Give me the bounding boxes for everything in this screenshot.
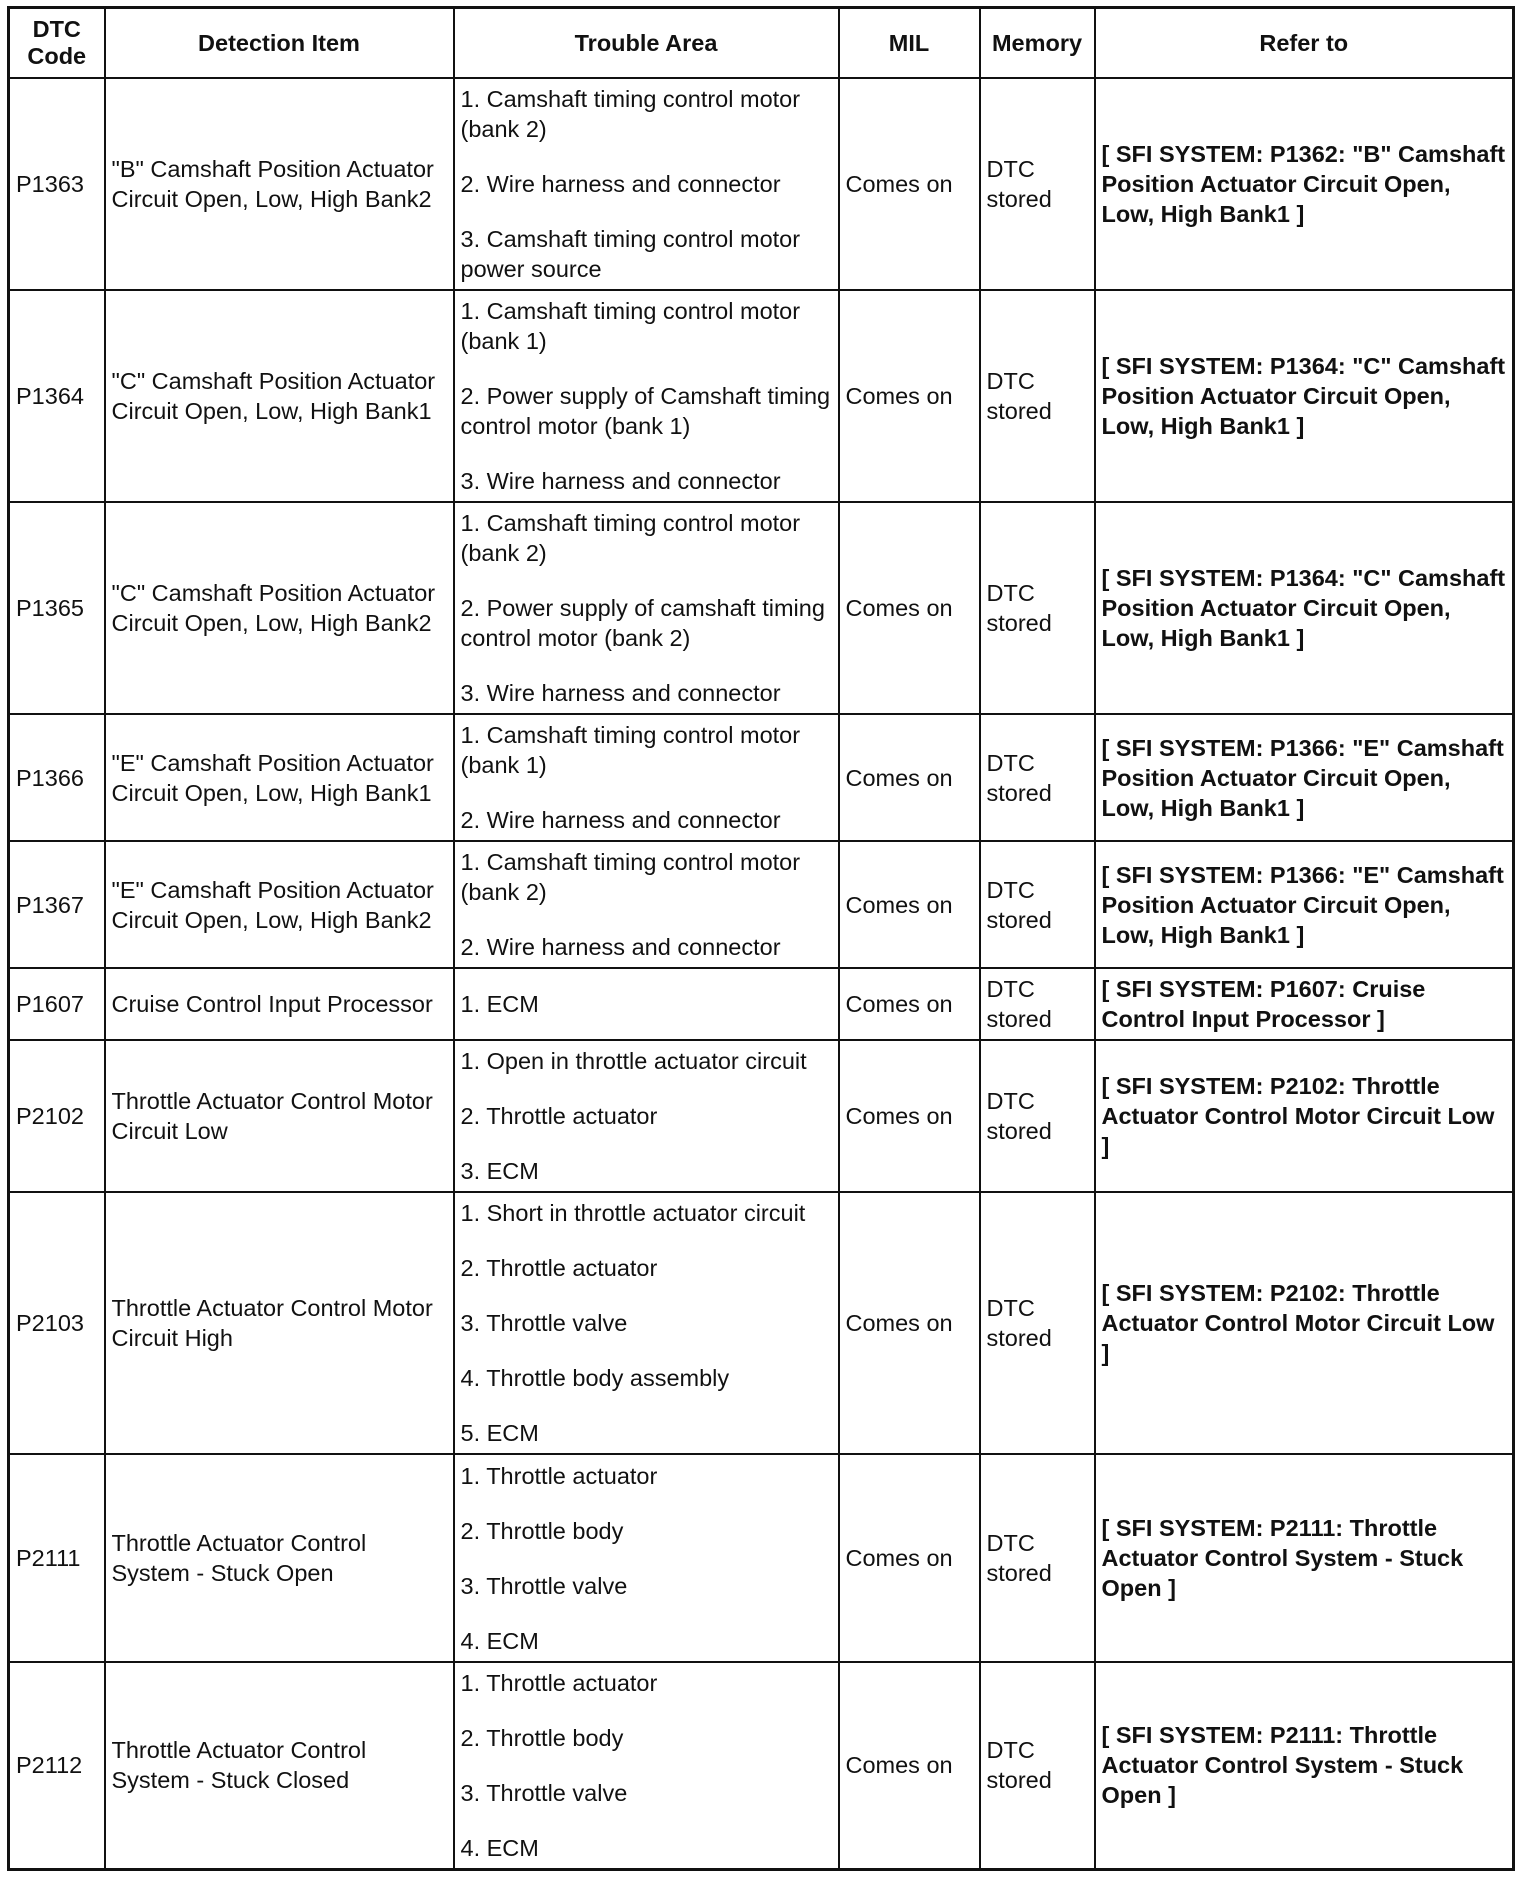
table-header-row (9, 8, 1514, 79)
detection-item-cell: Throttle Actuator Control Motor Circuit High (105, 1192, 454, 1454)
refer-to-cell: [ SFI SYSTEM: P1362: "B" Camshaft Position Actuator Circuit Open, Low, High Bank1 ] (1095, 78, 1514, 290)
trouble-area-item: 3. Camshaft timing control motor power source (460, 226, 801, 282)
dtc-code-cell: P1363 (9, 78, 105, 290)
dtc-code-cell: P2102 (9, 1040, 105, 1192)
trouble-area-item: 2. Wire harness and connector (460, 171, 781, 197)
trouble-area-cell (454, 1454, 839, 1662)
trouble-area-item: 1. Throttle actuator (460, 1669, 658, 1696)
mil-cell: Comes on (839, 968, 980, 1040)
trouble-area-item: 1. Open in throttle actuator circuit (460, 1048, 807, 1074)
detection-item-cell: Throttle Actuator Control System - Stuck Open (105, 1454, 454, 1662)
dtc-code-cell: P2103 (9, 1192, 105, 1454)
mil-cell: Comes on (839, 1040, 980, 1192)
trouble-area-item: 3. Wire harness and connector (460, 680, 781, 706)
detection-item-cell: Throttle Actuator Control Motor Circuit Low (105, 1040, 454, 1192)
trouble-area-item: 1. Short in throttle actuator circuit (460, 1200, 806, 1226)
table-row (9, 290, 1514, 502)
detection-item-cell: "C" Camshaft Position Actuator Circuit Open, Low, High Bank1 (105, 290, 454, 502)
table-row (9, 968, 1514, 1040)
table-row (9, 714, 1514, 841)
dtc-table (7, 6, 1515, 1871)
refer-to-cell: [ SFI SYSTEM: P1607: Cruise Control Input Processor ] (1095, 968, 1514, 1040)
trouble-area-item: 2. Wire harness and connector (460, 807, 781, 833)
trouble-area-item: 4. ECM (460, 1627, 539, 1654)
trouble-area-item: 1. Camshaft timing control motor (bank 2) (460, 849, 801, 905)
mil-cell: Comes on (839, 290, 980, 502)
table-row (9, 1454, 1514, 1662)
trouble-area-cell (454, 841, 839, 968)
dtc-code-cell: P2112 (9, 1662, 105, 1869)
trouble-area-item: 1. Throttle actuator (460, 1462, 658, 1489)
mil-cell: Comes on (839, 714, 980, 841)
trouble-area-item: 2. Throttle body (460, 1724, 624, 1751)
table-row (9, 1662, 1514, 1869)
trouble-area-item: 4. ECM (460, 1834, 539, 1861)
memory-cell: DTC stored (980, 968, 1095, 1040)
table-row (9, 502, 1514, 714)
mil-cell: Comes on (839, 502, 980, 714)
trouble-area-cell (454, 1040, 839, 1192)
header-mil: MIL (839, 8, 980, 79)
memory-cell: DTC stored (980, 1662, 1095, 1869)
trouble-area-item: 3. Throttle valve (460, 1779, 628, 1806)
trouble-area-item: 1. Camshaft timing control motor (bank 2) (460, 510, 801, 566)
table-row (9, 1040, 1514, 1192)
memory-cell: DTC stored (980, 714, 1095, 841)
refer-to-cell: [ SFI SYSTEM: P2102: Throttle Actuator Control Motor Circuit Low ] (1095, 1192, 1514, 1454)
table-row (9, 78, 1514, 290)
dtc-code-cell: P1366 (9, 714, 105, 841)
dtc-code-cell: P1607 (9, 968, 105, 1040)
refer-to-cell: [ SFI SYSTEM: P2111: Throttle Actuator Control System - Stuck Open ] (1095, 1662, 1514, 1869)
trouble-area-item: 2. Power supply of Camshaft timing control motor (bank 1) (460, 383, 831, 439)
header-refer-to: Refer to (1095, 8, 1514, 79)
trouble-area-item: 3. ECM (460, 1158, 539, 1184)
trouble-area-item: 2. Wire harness and connector (460, 934, 781, 960)
refer-to-cell: [ SFI SYSTEM: P1366: "E" Camshaft Position Actuator Circuit Open, Low, High Bank1 ] (1095, 841, 1514, 968)
trouble-area-item: 1. Camshaft timing control motor (bank 1) (460, 298, 801, 354)
detection-item-cell: Throttle Actuator Control System - Stuck Closed (105, 1662, 454, 1869)
trouble-area-item: 3. Wire harness and connector (460, 468, 781, 494)
detection-item-cell: "C" Camshaft Position Actuator Circuit Open, Low, High Bank2 (105, 502, 454, 714)
refer-to-cell: [ SFI SYSTEM: P1364: "C" Camshaft Position Actuator Circuit Open, Low, High Bank1 ] (1095, 290, 1514, 502)
header-detection-item: Detection Item (105, 8, 454, 79)
memory-cell: DTC stored (980, 78, 1095, 290)
trouble-area-item: 1. Camshaft timing control motor (bank 2) (460, 86, 801, 142)
trouble-area-cell (454, 714, 839, 841)
header-trouble-area: Trouble Area (454, 8, 839, 79)
detection-item-cell: Cruise Control Input Processor (105, 968, 454, 1040)
refer-to-cell: [ SFI SYSTEM: P1364: "C" Camshaft Position Actuator Circuit Open, Low, High Bank1 ] (1095, 502, 1514, 714)
trouble-area-item: 1. ECM (460, 991, 539, 1017)
dtc-code-cell: P1365 (9, 502, 105, 714)
memory-cell: DTC stored (980, 1192, 1095, 1454)
trouble-area-cell (454, 1192, 839, 1454)
trouble-area-item: 1. Camshaft timing control motor (bank 1) (460, 722, 801, 778)
trouble-area-cell (454, 502, 839, 714)
trouble-area-item: 4. Throttle body assembly (460, 1365, 730, 1391)
trouble-area-item: 2. Throttle actuator (460, 1255, 658, 1281)
table-row (9, 1192, 1514, 1454)
trouble-area-item: 2. Throttle actuator (460, 1103, 658, 1129)
trouble-area-item: 2. Power supply of camshaft timing control motor (bank 2) (460, 595, 825, 651)
header-dtc-code: DTC Code (9, 8, 105, 79)
dtc-code-cell: P1364 (9, 290, 105, 502)
trouble-area-item: 2. Throttle body (460, 1517, 624, 1544)
mil-cell: Comes on (839, 1662, 980, 1869)
refer-to-cell: [ SFI SYSTEM: P2111: Throttle Actuator Control System - Stuck Open ] (1095, 1454, 1514, 1662)
dtc-table-page (7, 6, 1512, 1871)
trouble-area-cell (454, 290, 839, 502)
detection-item-cell: "E" Camshaft Position Actuator Circuit Open, Low, High Bank1 (105, 714, 454, 841)
trouble-area-cell (454, 968, 839, 1040)
memory-cell: DTC stored (980, 502, 1095, 714)
header-memory: Memory (980, 8, 1095, 79)
refer-to-cell: [ SFI SYSTEM: P1366: "E" Camshaft Position Actuator Circuit Open, Low, High Bank1 ] (1095, 714, 1514, 841)
detection-item-cell: "B" Camshaft Position Actuator Circuit Open, Low, High Bank2 (105, 78, 454, 290)
table-row (9, 841, 1514, 968)
mil-cell: Comes on (839, 78, 980, 290)
trouble-area-cell (454, 78, 839, 290)
trouble-area-item: 3. Throttle valve (460, 1572, 628, 1599)
memory-cell: DTC stored (980, 841, 1095, 968)
trouble-area-cell (454, 1662, 839, 1869)
mil-cell: Comes on (839, 1192, 980, 1454)
dtc-code-cell: P2111 (9, 1454, 105, 1662)
trouble-area-item: 5. ECM (460, 1420, 539, 1446)
memory-cell: DTC stored (980, 1454, 1095, 1662)
dtc-code-cell: P1367 (9, 841, 105, 968)
memory-cell: DTC stored (980, 290, 1095, 502)
memory-cell: DTC stored (980, 1040, 1095, 1192)
detection-item-cell: "E" Camshaft Position Actuator Circuit Open, Low, High Bank2 (105, 841, 454, 968)
mil-cell: Comes on (839, 841, 980, 968)
trouble-area-item: 3. Throttle valve (460, 1310, 628, 1336)
mil-cell: Comes on (839, 1454, 980, 1662)
refer-to-cell: [ SFI SYSTEM: P2102: Throttle Actuator Control Motor Circuit Low ] (1095, 1040, 1514, 1192)
